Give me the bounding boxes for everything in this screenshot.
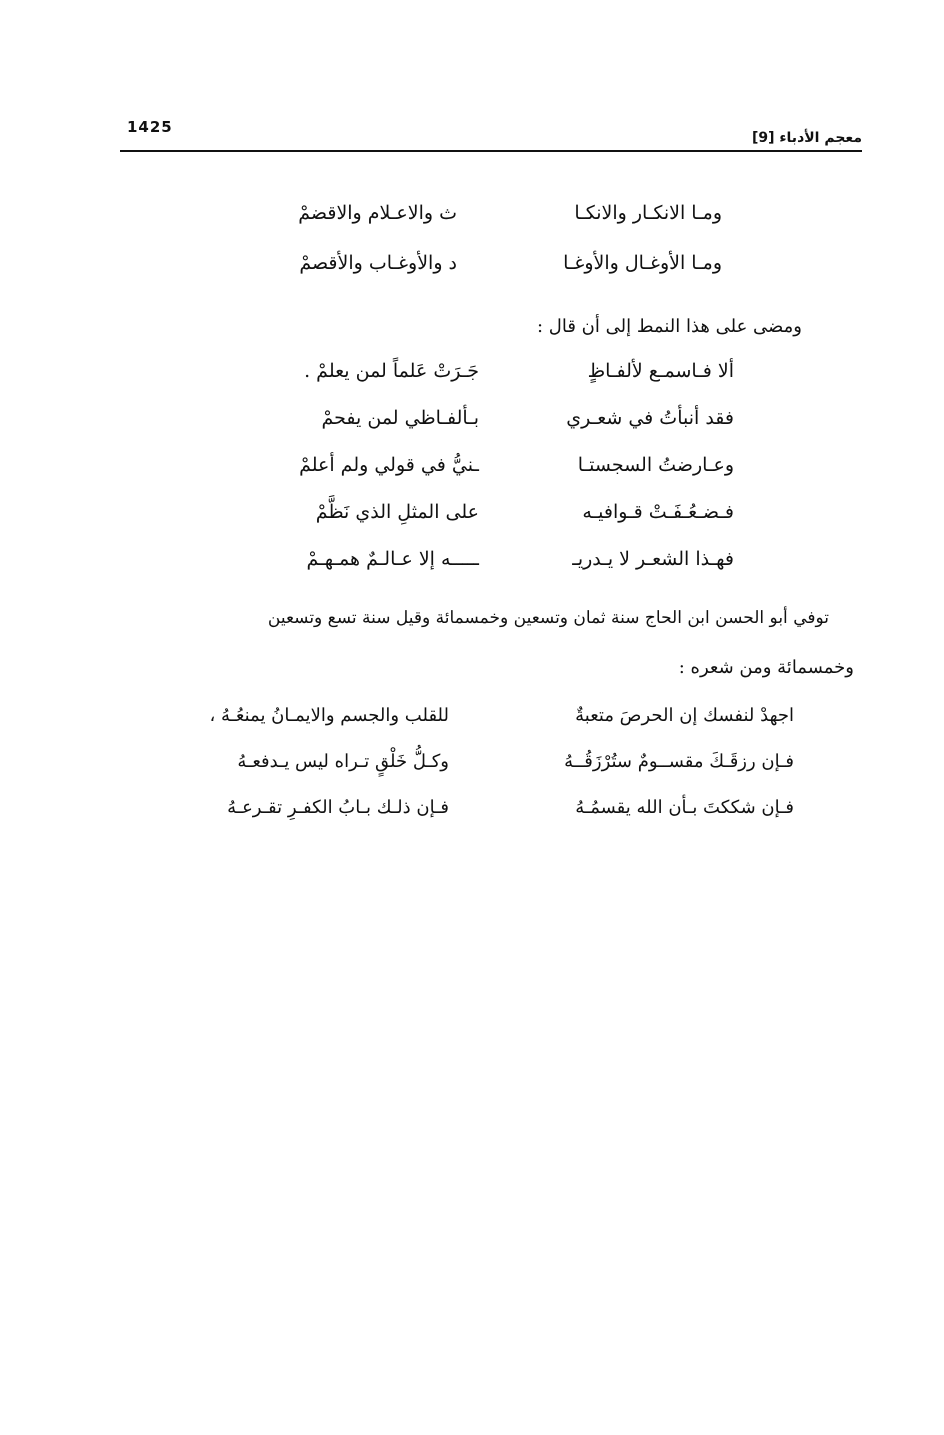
verse-second-hemistich: وكـلُّ خَلْقٍ تـراه ليس يـدفعـهُ bbox=[237, 751, 449, 772]
verse-first-hemistich: فـضـعُـفَـتْ قـوافيـه bbox=[582, 501, 734, 523]
verse-first-hemistich: فـإن شككتَ بـأن الله يقسمُـهُ bbox=[575, 797, 794, 818]
intro-line: ومضى على هذا النمط إلى أن قال : bbox=[537, 316, 802, 337]
verse-second-hemistich: ـــــه إلا عـالـمٌ همـهـمْ bbox=[306, 548, 479, 570]
verse-first-hemistich: فـإن رزقَـكَ مقســومٌ ستُرْزَقُــهُ bbox=[564, 751, 794, 772]
verse-second-hemistich: جَـرَتْ عَلماً لمن يعلمْ . bbox=[304, 360, 479, 382]
prose-line: توفي أبو الحسن ابن الحاج سنة ثمان وتسعين وخمسمائة وقيل سنة تسع وتسعين bbox=[267, 608, 829, 628]
header-rule bbox=[120, 150, 862, 152]
page-header bbox=[120, 112, 862, 152]
prose-line: وخمسمائة ومن شعره : bbox=[678, 657, 854, 678]
verse-second-hemistich: ـنيُّ في قولي ولم أعلمْ bbox=[299, 454, 479, 476]
running-title: معجم الأدباء [9] bbox=[751, 130, 862, 146]
verse-second-hemistich: على المثلِ الذي نَظَّمْ bbox=[315, 501, 479, 523]
verse-first-hemistich: ألا فـاسمـع لألفـاظٍ bbox=[587, 360, 734, 382]
verse-first-hemistich: وعـارضتُ السجستـا bbox=[577, 454, 734, 476]
verse-second-hemistich: بـألفـاظي لمن يفحمْ bbox=[321, 407, 479, 429]
verse-second-hemistich: للقلب والجسم والايمـانُ يمنعُـهُ ، bbox=[209, 705, 449, 726]
verse-first-hemistich: ومـا الأوغـال والأوغـا bbox=[563, 252, 722, 274]
verse-first-hemistich: فهـذا الشعـر لا يـدريـ bbox=[572, 548, 734, 570]
verse-second-hemistich: فـإن ذلـك بـابُ الكفـرِ تقـرعـهُ bbox=[227, 797, 449, 818]
verse-second-hemistich: د والأوغـاب والأقصمْ bbox=[299, 252, 457, 274]
verse-second-hemistich: ث والاعـلام والاقضمْ bbox=[298, 202, 457, 224]
verse-first-hemistich: ومـا الانكـار والانكـا bbox=[574, 202, 722, 224]
verse-first-hemistich: فقد أنبأتُ في شعـري bbox=[566, 407, 734, 429]
page-number: 1425 bbox=[127, 118, 173, 136]
verse-first-hemistich: اجهدْ لنفسك إن الحرصَ متعبةٌ bbox=[575, 705, 794, 726]
